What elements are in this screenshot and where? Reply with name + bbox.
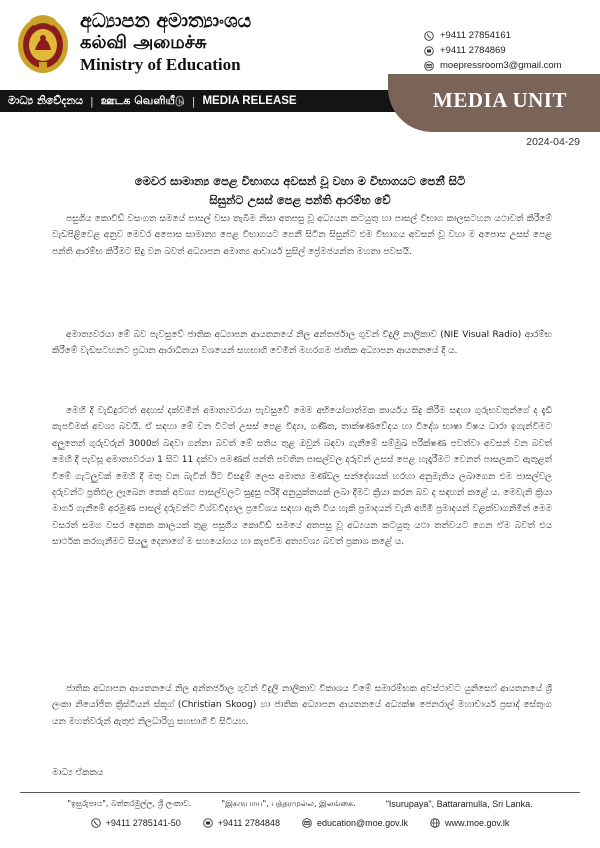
footer-website-text[interactable]: www.moe.gov.lk [444,818,510,828]
body-paragraph-2: අමාත්‍යවරයා මේ බව පැවසුවේ ජාතික අධ්‍යාපන ආයතනයේ නිල අන්තර්ජාල ගුවන් විදුලි නාලිකාව (NIE Visual Radio) ආරම්භ කිරීමේ වැඩසටහනට ප්‍රධාන ආරාධිතයා වශයෙන් සහභාගි වෙමින් මහරගම ජාතික අධ්‍යාපන ආයතනයේ දී ය. [52,330,552,357]
release-title-line-1: මෙවර සාමාන්‍ය පෙළ විභාගය අවසන් වූ වහා ම විභාගයට පෙනී සිටි [134,174,466,188]
footer-email-text[interactable]: education@moe.gov.lk [316,818,408,828]
header-email-text[interactable]: moepressroom3@gmail.com [440,60,562,71]
footer-email[interactable] [302,818,408,828]
banner-label-tamil: ஊடக வெளியீடு [100,93,185,107]
footer-phone-text: +9411 2785141-50 [105,818,181,828]
body-paragraph-1: පසුගිය කොවිඩ් වසංගත සමයේ පාසල් වසා තැබීම නිසා අතපසු වූ අධ්‍යයන කටයුතු හා පාසල් විභාග කාලසටහන යථාවත් කිරීමේ වැඩපිළිවෙළ අනුව මෙවර අපොස සාමාන්‍ය පෙළ විභාගයට පෙනී සිටින සිසුන්ට එම විභාගය අවසන් වූ වහා ම අපොස උසස් පෙළ පන්ති ආරම්භ කිරීමට සිදු වන බවත් අධ්‍යාපන අමාත්‍ය ආචාර්ය සුසිල් ප්‍රේමජයන්ත මහතා පවසයි. [52,214,552,257]
release-date: 2024-04-29 [526,136,580,148]
header-fax [424,43,596,58]
ministry-name-english: Ministry of Education [80,55,241,74]
fax-icon [424,46,434,56]
body-paragraph-4: ජාතික අධ්‍යාපන ආයතනයේ නිල අන්තර්ජාල ගුවන් විදුලි නාලිකාව විකාශය වීමේ සමාරම්භක අවස්ථාවට යුනිසෙෆ් ආයතනයේ ශ්‍රී ලංකා නියෝජිත ක්‍රිස්ටියන් ස්කූග් (Christian Skoog) හා ජාතික අධ්‍යාපන ආයතනයේ අධ්‍යක්ෂ ජෙනරාල් මහාචාර්ය ප්‍රසාද් සේතුංග යන මහත්වරුන් ඇතුළු නිලධාරිහු සහභාගි වී සිටියහ. [52,684,552,727]
footer-contacts [20,818,580,828]
header-phone-1 [424,28,596,43]
banner-separator: | [90,94,94,108]
footer-address-sinhala: "ඉසුරුපාය", බත්තරමුල්ල, ශ්‍රී ලංකාව. [67,799,192,808]
header-fax-text: +9411 2784869 [440,45,506,56]
release-title [60,172,540,210]
banner-label-english: MEDIA RELEASE [202,95,297,107]
ministry-name-block [80,10,380,76]
footer-address [20,799,580,809]
fax-icon [203,818,213,828]
email-icon [302,818,312,828]
ministry-name-tamil: கல்வி அமைச்சு [80,32,207,53]
footer-fax [203,818,280,828]
header-phone-1-text: +9411 27854161 [440,30,511,41]
footer-website[interactable] [430,818,509,828]
footer-divider [20,792,580,793]
footer-phone [91,818,181,828]
banner-separator: | [191,94,196,108]
release-title-line-2: සිසුන්ට උසස් පෙළ පන්ති ආරම්භ වේ [209,193,391,207]
header-email[interactable] [424,58,596,73]
header-contacts [424,28,596,73]
globe-icon [430,818,440,828]
footer-address-tamil: "இசுருபாய", பத்தரமுல்ல, இலங்கை. [221,799,356,808]
phone-icon [91,818,101,828]
email-icon [424,61,434,71]
footer-address-english: "Isurupaya", Battaramulla, Sri Lanka. [385,799,533,809]
phone-icon [424,31,434,41]
footer-fax-text: +9411 2784848 [217,818,280,828]
banner-label-sinhala: මාධ්‍ය නිවේදනය [8,94,84,107]
ministry-name-sinhala: අධ්‍යාපන අමාත්‍යාංශය [80,10,252,32]
body-paragraph-3: මෙහි දී වැඩිදුරටත් අදහස් දක්වමින් අමාත්‍යවරයා පැවසුවේ මෙම අභියෝගාත්මක කාර්යය සිදු කිරීම සඳහා ගුරුභවතුන්ගේ ද දැඩි කැපවීමක් අවශ්‍ය බවයි. ඒ සඳහා මේ වන විටත් උසස් පෙළ විද්‍යා, ගණිත, තාක්ෂණවේදය හා විදේශ භාෂා විෂය ධාරා ඉගැන්වීමට අලුතෙන් ගුරුවරුන් 3000ක් බඳවා ගන්නා බවත් මේ සතිය තුළ ඔවුන් බඳවා ගැනීමේ සම්මුඛ පරීක්ෂණ පවත්වා අවසන් වන බවත් මෙහි දී පැවසූ අමාත්‍යවරයා 1 සිට 11 දක්වා පමණක් පන්ති පවතින පාසල්වල දරුවන් උසස් පෙළ හැදෑරීමට වෙනත් පාසලකට ඇතුළත් වීමේ ගැටලුවක් මෙහි දී මතු වන බැවින් ඊට විසඳුම් ලෙස අමාත්‍ය මණ්ඩල සන්දේශයක් හරහා අනුමැතිය ලබාගෙන එම පාසල්වල දරුවන්ට ප්‍රතිඵල ලැබෙන තෙක් අවශ්‍ය පාසල්වලට සුදුසු පරිදි අනුයුක්තයක් ලබා දීමට ක්‍රියා කරන බව ද සඳහන් කළේ ය. මෙවැනි ක්‍රියා මාර්ග ගැනීමේ අරමුණ පාසල් දරුවන්ට විශ්වවිද්‍යාල ප්‍රවේශය සඳහා ඇති විය හැකි ප්‍රමාදයන් වැනි අහිමි ප්‍රමාදයන් වළක්වාගනිමින් මෙම වසරත් සමග වසර දෙකක කාලයක් තුළ පසුගිය කොවිඩ් සමයේ අතපසු වූ අධ්‍යයන කටයුතු යථා තත්වයට ගෙන ඒම බවත් එය සාර්ථක කරගැනීමට සියලු දෙනාගේ ම සහයෝගය හා කැපවීම අත්‍යවශ්‍ය බවත් ප්‍රකාශ කළේ ය. [52,406,552,548]
signoff-media-unit: මාධ්‍ය ඒකකය [52,768,104,778]
media-unit-label: MEDIA UNIT [433,88,567,112]
ministry-crest-logo [16,12,70,74]
